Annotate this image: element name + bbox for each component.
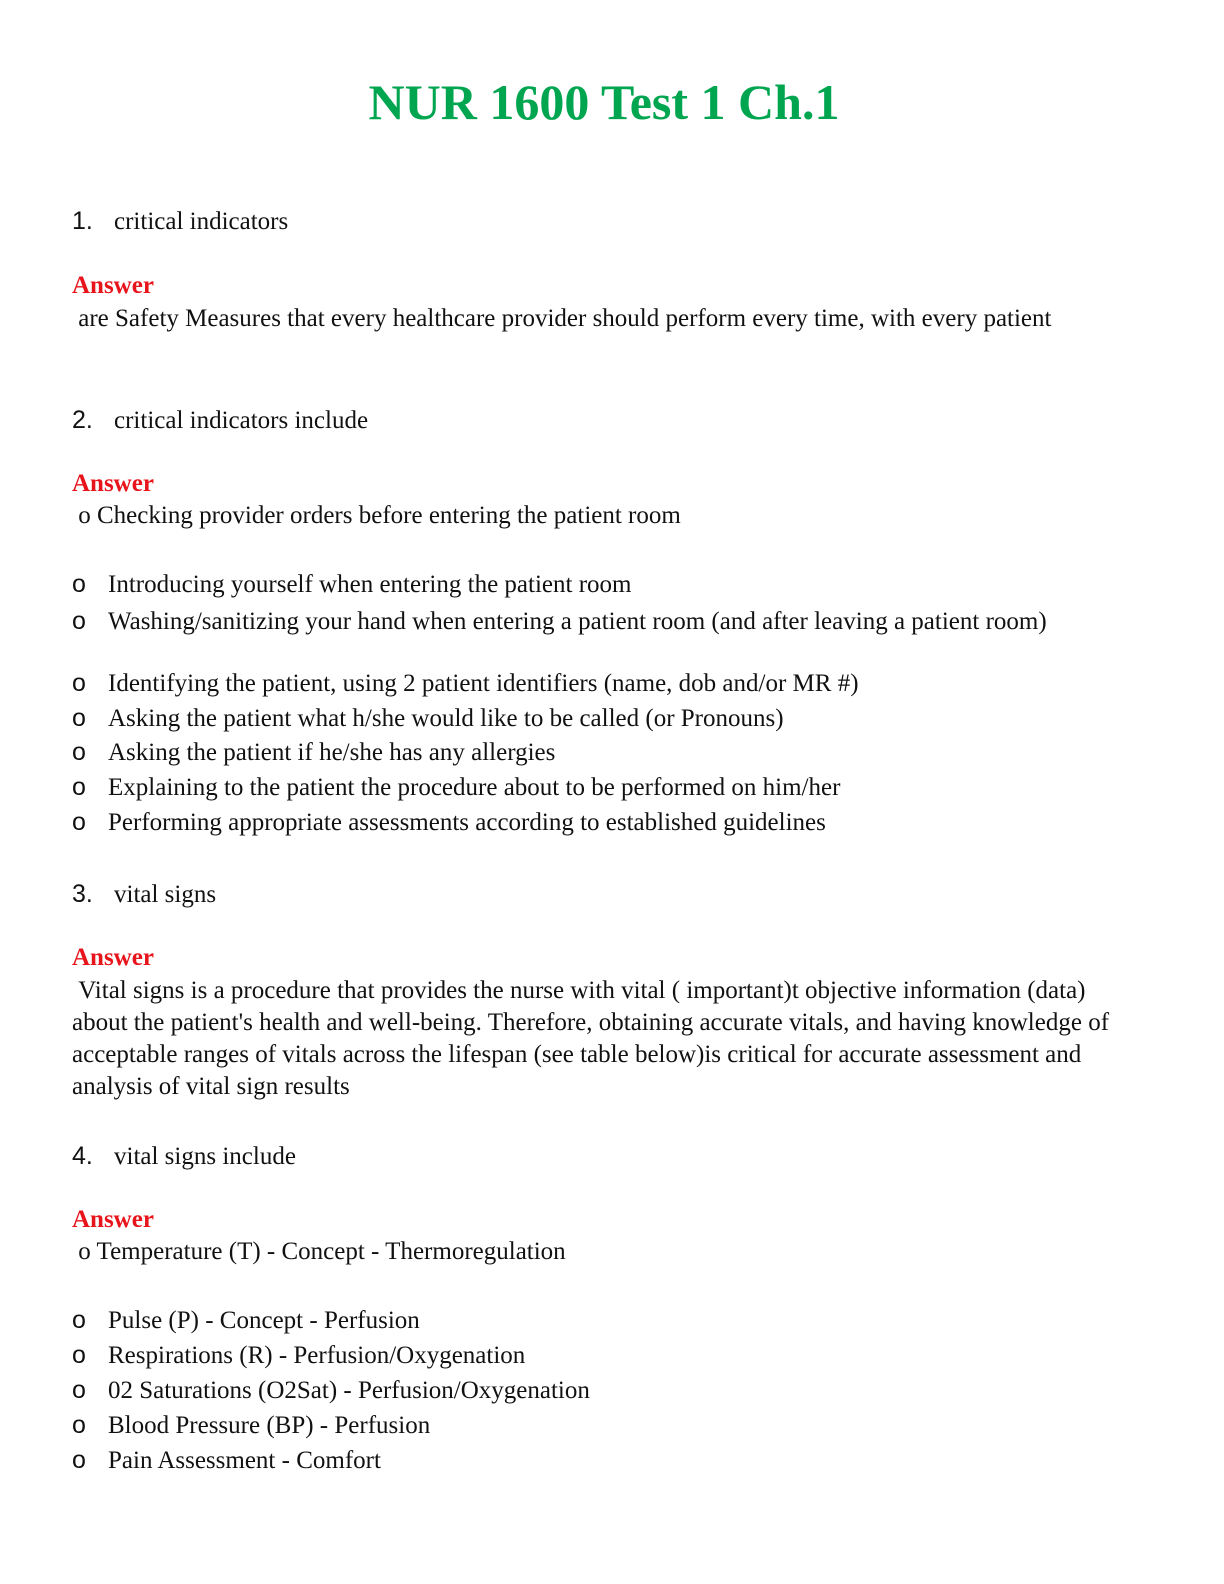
question-number: 4. (72, 1142, 93, 1170)
question-text: critical indicators (114, 208, 289, 235)
question-number: 1. (72, 207, 93, 235)
answer-text: Vital signs is a procedure that provides the nurse with vital ( important)t objective information (data) about the patient's health and well-being. Therefore, obtaining accurate vitals, and having knowledge of acceptable ranges of vitals across the lifespan (see table below)is critical for accurate assessment and analysis of vital sign results (72, 977, 1116, 1100)
bullet-mark: o (72, 607, 86, 635)
question-text: critical indicators include (114, 407, 369, 434)
question-number: 2. (72, 406, 93, 434)
question-4 (72, 1141, 1142, 1172)
list-item: o Identifying the patient, using 2 patient identifiers (name, dob and/or MR #) (72, 669, 859, 697)
bullet-mark: o (72, 1446, 86, 1474)
list-item: o Explaining to the patient the procedure about to be performed on him/her (72, 773, 841, 801)
question-3 (72, 879, 1142, 910)
bullet-mark: o (72, 570, 86, 598)
bullet-mark: o (72, 1376, 86, 1404)
bullet-mark: o (72, 669, 86, 697)
answer-label: Answer (72, 272, 154, 299)
list-item: o Pulse (P) - Concept - Perfusion (72, 1306, 420, 1334)
question-2 (72, 405, 1142, 436)
page-title: NUR 1600 Test 1 Ch.1 (368, 74, 840, 130)
answer-label: Answer (72, 1206, 154, 1233)
list-item: o 02 Saturations (O2Sat) - Perfusion/Oxygenation (72, 1376, 590, 1404)
question-text: vital signs (114, 881, 217, 908)
bullet-mark: o (72, 773, 86, 801)
list-item: o Introducing yourself when entering the patient room (72, 570, 632, 598)
list-item: o Respirations (R) - Perfusion/Oxygenation (72, 1341, 526, 1369)
bullet-mark: o (72, 738, 86, 766)
bullet-mark: o (72, 808, 86, 836)
question-text: vital signs include (114, 1143, 296, 1170)
list-item: o Blood Pressure (BP) - Perfusion (72, 1411, 431, 1439)
list-item: o Asking the patient if he/she has any allergies (72, 738, 556, 766)
answer-label: Answer (72, 944, 154, 971)
bullet-mark: o (72, 1306, 86, 1334)
question-1 (72, 206, 1142, 237)
bullet-mark: o (72, 1341, 86, 1369)
list-item: o Performing appropriate assessments according to established guidelines (72, 808, 826, 836)
list-item: o Washing/sanitizing your hand when entering a patient room (and after leaving a patient room) (72, 607, 1047, 635)
answer-text: o Checking provider orders before entering the patient room (72, 502, 681, 529)
bullet-mark: o (72, 704, 86, 732)
answer-text: are Safety Measures that every healthcare provider should perform every time, with every patient (72, 305, 1052, 332)
question-number: 3. (72, 880, 93, 908)
list-item: o Asking the patient what h/she would like to be called (or Pronouns) (72, 704, 784, 732)
list-item: o Pain Assessment - Comfort (72, 1446, 381, 1474)
bullet-mark: o (72, 1411, 86, 1439)
answer-label: Answer (72, 470, 154, 497)
answer-text: o Temperature (T) - Concept - Thermoregulation (72, 1238, 566, 1265)
